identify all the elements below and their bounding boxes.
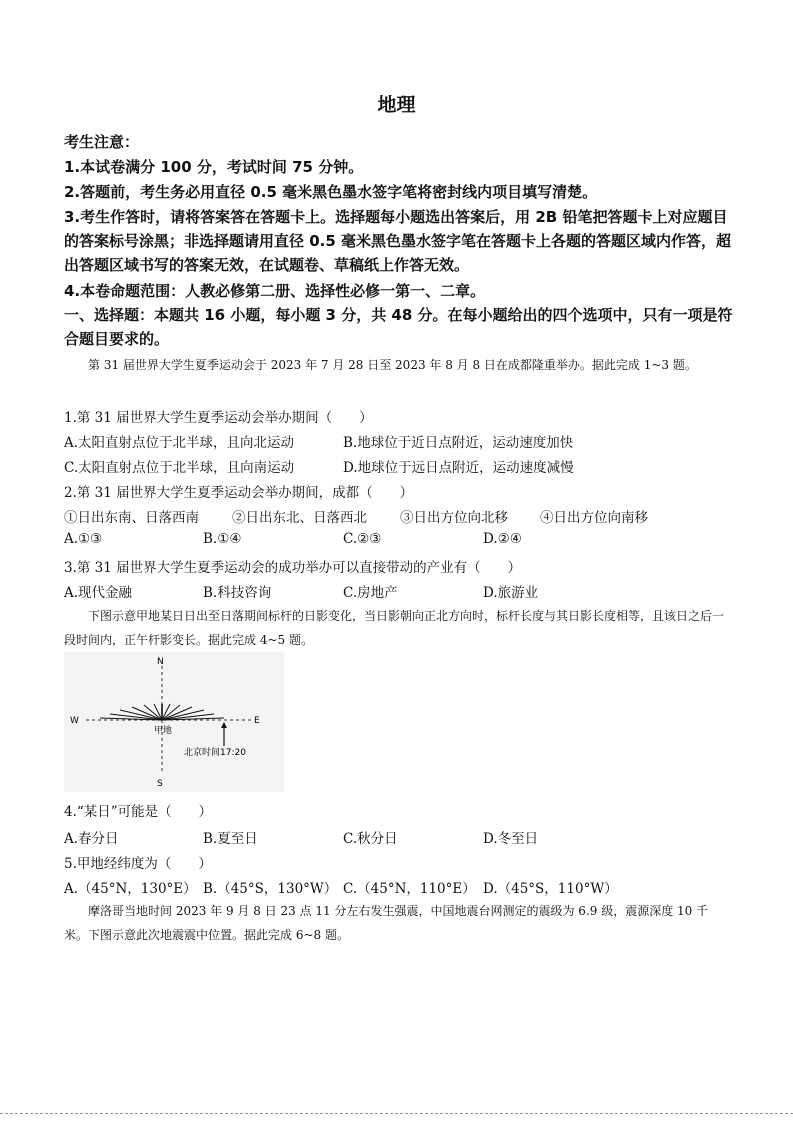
q2-statement-2: ②日出东北、日落西北 (232, 510, 367, 526)
notice-item-1: 1.本试卷满分 100 分，考试时间 75 分钟。 (64, 158, 364, 176)
q2-statement-3: ③日出方位向北移 (400, 510, 508, 526)
label-location: 甲地 (154, 726, 173, 736)
question-5: 5.甲地经纬度为（ ） (64, 856, 212, 872)
q2-option-d: D.②④ (483, 531, 522, 547)
section-heading: 一、选择题：本题共 16 小题，每小题 3 分，共 48 分。在每小题给出的四个选项中，只有一项是符合题目要求的。 (64, 306, 733, 348)
label-north: N (157, 657, 164, 667)
passage-3: 摩洛哥当地时间 2023 年 9 月 8 日 23 点 11 分左右发生强震，中国地震台网测定的震级为 6.9 级，震源深度 10 千米。下图示意此次地震震中位置。据此完成 6~8 题。 (64, 904, 709, 942)
shadow-diagram (64, 652, 284, 792)
page-bottom-divider (0, 1113, 793, 1114)
q4-option-b: B.夏至日 (203, 831, 258, 847)
q3-option-d: D.旅游业 (483, 585, 539, 601)
page-title: 地理 (377, 94, 416, 116)
q2-option-b: B.①④ (203, 531, 242, 547)
q5-option-c: C.（45°N，110°E） (343, 881, 476, 897)
question-4: 4.“某日”可能是（ ） (64, 804, 213, 820)
q1-option-b: B.地球位于近日点附近，运动速度加快 (343, 435, 574, 451)
q2-statement-1: ①日出东南、日落西南 (64, 510, 199, 526)
q2-statement-4: ④日出方位向南移 (540, 510, 648, 526)
q3-option-c: C.房地产 (343, 585, 398, 601)
q3-option-a: A.现代金融 (64, 585, 133, 601)
label-east: E (254, 716, 260, 726)
q1-option-c: C.太阳直射点位于北半球，且向南运动 (64, 460, 295, 476)
q1-option-d: D.地球位于远日点附近，运动速度减慢 (343, 460, 574, 476)
label-south: S (157, 779, 163, 789)
q5-option-b: B.（45°S，130°W） (203, 881, 338, 897)
notice-item-2: 2.答题前，考生务必用直径 0.5 毫米黑色墨水签字笔将密封线内项目填写清楚。 (64, 183, 598, 201)
q4-option-c: C.秋分日 (343, 831, 398, 847)
q4-option-d: D.冬至日 (483, 831, 539, 847)
notice-heading: 考生注意： (64, 133, 140, 151)
notice-item-3: 3.考生作答时，请将答案答在答题卡上。选择题每小题选出答案后，用 2B 铅笔把答题卡上对应题目的答案标号涂黑；非选择题请用直径 0.5 毫米黑色墨水签字笔在答题卡上各题的答题区域内作答，超出答题区域书写的答案无效，在试题卷、草稿纸上作答无效。 (64, 208, 732, 274)
passage-1: 第 31 届世界大学生夏季运动会于 2023 年 7 月 28 日至 2023 年 8 月 8 日在成都隆重举办。据此完成 1~3 题。 (88, 358, 697, 372)
q1-option-a: A.太阳直射点位于北半球，且向北运动 (64, 435, 295, 451)
label-beijing-time: 北京时间17:20 (184, 748, 246, 758)
q4-option-a: A.春分日 (64, 831, 119, 847)
question-3: 3.第 31 届世界大学生夏季运动会的成功举办可以直接带动的产业有（ ） (64, 560, 522, 576)
notice-item-4: 4.本卷命题范围：人教必修第二册、选择性必修一第一、二章。 (64, 282, 486, 300)
question-2: 2.第 31 届世界大学生夏季运动会举办期间，成都（ ） (64, 485, 414, 501)
label-west: W (70, 716, 79, 726)
passage-2: 下图示意甲地某日日出至日落期间标杆的日影变化，当日影朝向正北方向时，标杆长度与其日影长度相等，且该日之后一段时间内，正午杆影变长。据此完成 4~5 题。 (64, 609, 725, 647)
q2-option-a: A.①③ (64, 531, 103, 547)
question-1: 1.第 31 届世界大学生夏季运动会举办期间（ ） (64, 410, 373, 426)
q5-option-a: A.（45°N，130°E） (64, 881, 197, 897)
q5-option-d: D.（45°S，110°W） (483, 881, 618, 897)
q2-option-c: C.②③ (343, 531, 382, 547)
q3-option-b: B.科技咨询 (203, 585, 272, 601)
